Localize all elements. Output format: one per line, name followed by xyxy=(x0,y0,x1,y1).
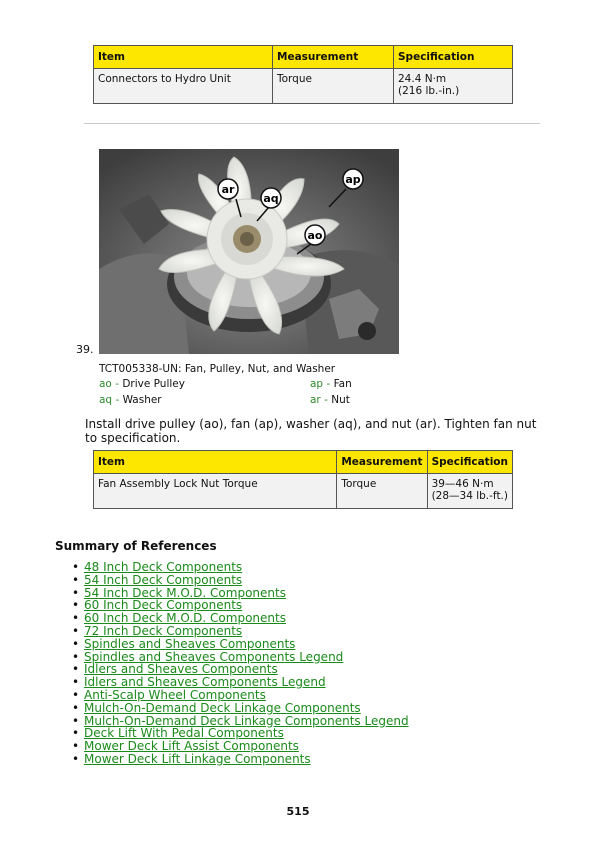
fan-pulley-photo xyxy=(99,149,399,354)
callout-ao xyxy=(305,225,325,245)
spec-imperial: (28—34 lb.-ft.) xyxy=(431,490,508,502)
col-measurement-header: Measurement xyxy=(273,46,394,69)
legend-item-ap: ap - Fan xyxy=(310,378,352,390)
reference-link[interactable]: 54 Inch Deck Components xyxy=(84,572,243,587)
reference-link[interactable]: Spindles and Sheaves Components Legend xyxy=(84,649,344,664)
legend-item-ar: ar - Nut xyxy=(310,394,350,406)
spec-imperial: (216 lb.-in.) xyxy=(398,85,460,97)
reference-link[interactable]: Mulch-On-Demand Deck Linkage Components Legend xyxy=(84,713,409,728)
table-header-row xyxy=(94,451,513,474)
specification-cell xyxy=(394,69,513,104)
step-number: 39. xyxy=(76,343,94,356)
instruction-text: Install drive pulley (ao), fan (ap), washer (aq), and nut (ar). Tighten fan nut to specification. xyxy=(85,417,537,445)
measurement-cell: Torque xyxy=(273,69,394,104)
spec-table-hydro xyxy=(93,45,513,104)
reference-link[interactable]: Anti-Scalp Wheel Components xyxy=(84,687,266,702)
section-divider xyxy=(84,123,540,124)
callout-aq xyxy=(261,188,281,208)
spec-table-fan-nut xyxy=(93,450,513,509)
callout-ap xyxy=(343,169,363,189)
reference-link[interactable]: Mulch-On-Demand Deck Linkage Components xyxy=(84,700,361,715)
col-specification-header: Specification xyxy=(394,46,513,69)
svg-text:ao: ao xyxy=(307,229,323,242)
measurement-cell: Torque xyxy=(337,474,427,509)
figure-caption: TCT005338-UN: Fan, Pulley, Nut, and Washer xyxy=(99,363,336,375)
legend-item-ao: ao - Drive Pulley xyxy=(99,378,185,390)
item-cell: Fan Assembly Lock Nut Torque xyxy=(94,474,337,509)
reference-link[interactable]: Spindles and Sheaves Components xyxy=(84,636,296,651)
svg-text:aq: aq xyxy=(263,192,279,205)
reference-link[interactable]: 60 Inch Deck M.O.D. Components xyxy=(84,611,286,626)
table-row xyxy=(94,474,513,509)
col-specification-header: Specification xyxy=(427,451,512,474)
spec-metric: 24.4 N·m xyxy=(398,73,447,85)
reference-link[interactable]: 54 Inch Deck M.O.D. Components xyxy=(84,585,286,600)
reference-link[interactable]: Mower Deck Lift Assist Components xyxy=(84,739,299,754)
page-number: 515 xyxy=(286,805,310,818)
legend-item-aq: aq - Washer xyxy=(99,394,162,406)
summary-title: Summary of References xyxy=(55,539,217,553)
item-cell: Connectors to Hydro Unit xyxy=(94,69,273,104)
list-item xyxy=(72,753,409,766)
reference-link[interactable]: 48 Inch Deck Components xyxy=(84,560,243,574)
table-header-row xyxy=(94,46,513,69)
svg-text:ap: ap xyxy=(345,173,361,186)
col-measurement-header: Measurement xyxy=(337,451,427,474)
reference-link[interactable]: Idlers and Sheaves Components xyxy=(84,662,278,677)
reference-link[interactable]: 60 Inch Deck Components xyxy=(84,598,243,613)
spec-metric: 39—46 N·m xyxy=(431,478,494,490)
reference-link[interactable]: 72 Inch Deck Components xyxy=(84,623,243,638)
svg-text:ar: ar xyxy=(221,183,235,196)
fan-assembly-illustration xyxy=(99,149,399,354)
specification-cell xyxy=(427,474,512,509)
reference-link[interactable]: Idlers and Sheaves Components Legend xyxy=(84,675,326,690)
callout-ar xyxy=(218,179,238,199)
reference-link[interactable]: Mower Deck Lift Linkage Components xyxy=(84,751,311,766)
col-item-header: Item xyxy=(94,451,337,474)
table-row xyxy=(94,69,513,104)
reference-link[interactable]: Deck Lift With Pedal Components xyxy=(84,726,284,741)
reference-list xyxy=(72,561,409,766)
col-item-header: Item xyxy=(94,46,273,69)
